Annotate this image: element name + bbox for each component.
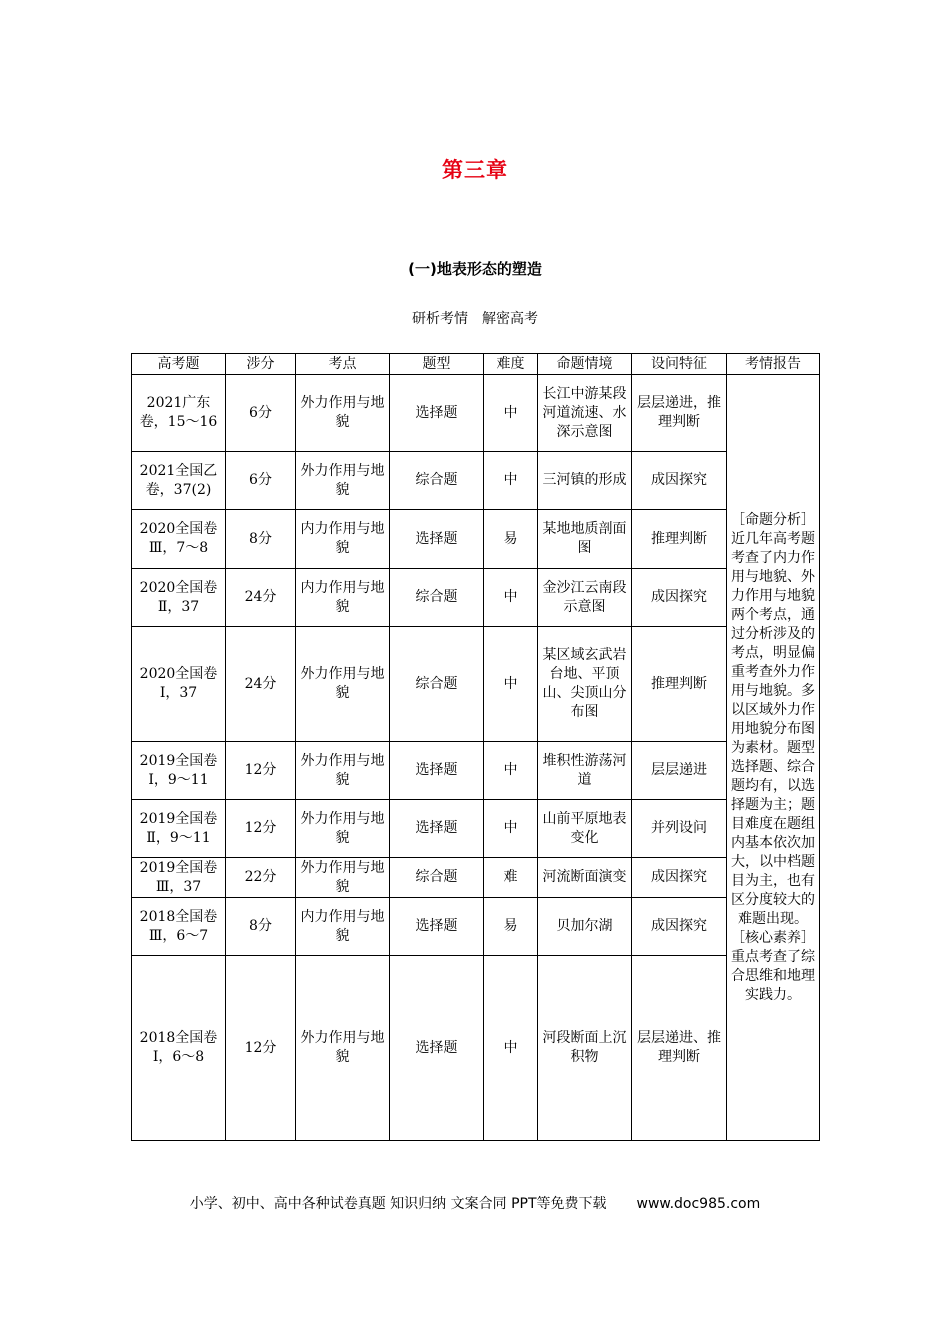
cell-point: 外力作用与地貌 bbox=[296, 627, 390, 742]
table-row bbox=[132, 627, 820, 742]
cell-context: 河流断面演变 bbox=[538, 858, 632, 898]
cell-difficulty: 中 bbox=[484, 569, 538, 627]
cell-type: 综合题 bbox=[390, 569, 484, 627]
table-row bbox=[132, 858, 820, 898]
cell-type: 综合题 bbox=[390, 627, 484, 742]
exam-analysis-table bbox=[131, 353, 820, 1141]
cell-difficulty: 易 bbox=[484, 510, 538, 569]
cell-score: 6分 bbox=[226, 452, 296, 510]
cell-feature: 层层递进，推理判断 bbox=[632, 375, 727, 452]
cell-type: 综合题 bbox=[390, 452, 484, 510]
cell-score: 12分 bbox=[226, 956, 296, 1141]
table-row bbox=[132, 510, 820, 569]
table-header-row bbox=[132, 354, 820, 375]
header-exam: 高考题 bbox=[132, 354, 226, 375]
cell-difficulty: 中 bbox=[484, 375, 538, 452]
cell-context: 堆积性游荡河道 bbox=[538, 742, 632, 800]
cell-point: 外力作用与地貌 bbox=[296, 742, 390, 800]
cell-exam: 2019全国卷Ⅱ，9～11 bbox=[132, 800, 226, 858]
header-type: 题型 bbox=[390, 354, 484, 375]
cell-context: 山前平原地表变化 bbox=[538, 800, 632, 858]
cell-point: 外力作用与地貌 bbox=[296, 858, 390, 898]
subtitle: 研析考情 解密高考 bbox=[412, 311, 538, 327]
cell-feature: 层层递进、推理判断 bbox=[632, 956, 727, 1141]
table-row bbox=[132, 956, 820, 1141]
header-difficulty: 难度 bbox=[484, 354, 538, 375]
table-row bbox=[132, 800, 820, 858]
cell-exam: 2021广东卷，15～16 bbox=[132, 375, 226, 452]
cell-feature: 推理判断 bbox=[632, 627, 727, 742]
cell-type: 选择题 bbox=[390, 742, 484, 800]
cell-context: 长江中游某段河道流速、水深示意图 bbox=[538, 375, 632, 452]
cell-point: 外力作用与地貌 bbox=[296, 452, 390, 510]
cell-exam: 2020全国卷Ⅰ，37 bbox=[132, 627, 226, 742]
header-point: 考点 bbox=[296, 354, 390, 375]
cell-context: 三河镇的形成 bbox=[538, 452, 632, 510]
cell-exam: 2018全国卷Ⅰ，6～8 bbox=[132, 956, 226, 1141]
cell-type: 选择题 bbox=[390, 800, 484, 858]
cell-feature: 推理判断 bbox=[632, 510, 727, 569]
cell-score: 6分 bbox=[226, 375, 296, 452]
footer-site-link[interactable]: www.doc985.com bbox=[636, 1196, 761, 1212]
cell-exam: 2021全国乙卷，37(2) bbox=[132, 452, 226, 510]
cell-difficulty: 中 bbox=[484, 627, 538, 742]
header-report: 考情报告 bbox=[727, 354, 820, 375]
cell-feature: 成因探究 bbox=[632, 452, 727, 510]
cell-type: 选择题 bbox=[390, 956, 484, 1141]
cell-feature: 成因探究 bbox=[632, 569, 727, 627]
table-row bbox=[132, 452, 820, 510]
cell-exam: 2020全国卷Ⅲ，7～8 bbox=[132, 510, 226, 569]
cell-score: 8分 bbox=[226, 510, 296, 569]
header-context: 命题情境 bbox=[538, 354, 632, 375]
cell-score: 8分 bbox=[226, 898, 296, 956]
cell-report: ［命题分析］近几年高考题考查了内力作用与地貌、外力作用与地貌两个考点，通过分析涉及的考点，明显偏重考查外力作用与地貌。多以区域外力作用地貌分布图为素材。题型选择题、综合题均有，以选择题为主；题目难度在题组内基本依次加大，以中档题目为主，也有区分度较大的难题出现。［核心素养］重点考查了综合思维和地理实践力。 bbox=[727, 375, 820, 1141]
cell-type: 选择题 bbox=[390, 898, 484, 956]
table-row bbox=[132, 375, 820, 452]
cell-context: 河段断面上沉积物 bbox=[538, 956, 632, 1141]
section-title: (一)地表形态的塑造 bbox=[408, 260, 542, 278]
cell-point: 外力作用与地貌 bbox=[296, 800, 390, 858]
cell-score: 12分 bbox=[226, 800, 296, 858]
cell-difficulty: 中 bbox=[484, 742, 538, 800]
cell-context: 金沙江云南段示意图 bbox=[538, 569, 632, 627]
header-feature: 设问特征 bbox=[632, 354, 727, 375]
cell-type: 综合题 bbox=[390, 858, 484, 898]
cell-type: 选择题 bbox=[390, 375, 484, 452]
header-score: 涉分 bbox=[226, 354, 296, 375]
cell-type: 选择题 bbox=[390, 510, 484, 569]
table-row bbox=[132, 742, 820, 800]
cell-context: 某地地质剖面图 bbox=[538, 510, 632, 569]
cell-point: 外力作用与地貌 bbox=[296, 956, 390, 1141]
footer-text: 小学、初中、高中各种试卷真题 知识归纳 文案合同 PPT等免费下载 bbox=[189, 1196, 607, 1212]
cell-score: 24分 bbox=[226, 627, 296, 742]
cell-difficulty: 中 bbox=[484, 452, 538, 510]
cell-score: 22分 bbox=[226, 858, 296, 898]
cell-difficulty: 易 bbox=[484, 898, 538, 956]
cell-exam: 2019全国卷Ⅲ，37 bbox=[132, 858, 226, 898]
cell-feature: 成因探究 bbox=[632, 898, 727, 956]
table-row bbox=[132, 569, 820, 627]
cell-feature: 并列设问 bbox=[632, 800, 727, 858]
cell-feature: 层层递进 bbox=[632, 742, 727, 800]
cell-difficulty: 中 bbox=[484, 956, 538, 1141]
cell-difficulty: 中 bbox=[484, 800, 538, 858]
cell-exam: 2018全国卷Ⅲ，6～7 bbox=[132, 898, 226, 956]
cell-score: 24分 bbox=[226, 569, 296, 627]
cell-exam: 2019全国卷Ⅰ，9～11 bbox=[132, 742, 226, 800]
cell-point: 内力作用与地貌 bbox=[296, 569, 390, 627]
cell-context: 某区域玄武岩台地、平顶山、尖顶山分布图 bbox=[538, 627, 632, 742]
chapter-title: 第三章 bbox=[442, 158, 508, 182]
cell-feature: 成因探究 bbox=[632, 858, 727, 898]
cell-exam: 2020全国卷Ⅱ，37 bbox=[132, 569, 226, 627]
cell-point: 外力作用与地貌 bbox=[296, 375, 390, 452]
table-row bbox=[132, 898, 820, 956]
cell-score: 12分 bbox=[226, 742, 296, 800]
cell-context: 贝加尔湖 bbox=[538, 898, 632, 956]
cell-point: 内力作用与地貌 bbox=[296, 898, 390, 956]
cell-point: 内力作用与地貌 bbox=[296, 510, 390, 569]
footer bbox=[0, 1193, 950, 1213]
cell-difficulty: 难 bbox=[484, 858, 538, 898]
